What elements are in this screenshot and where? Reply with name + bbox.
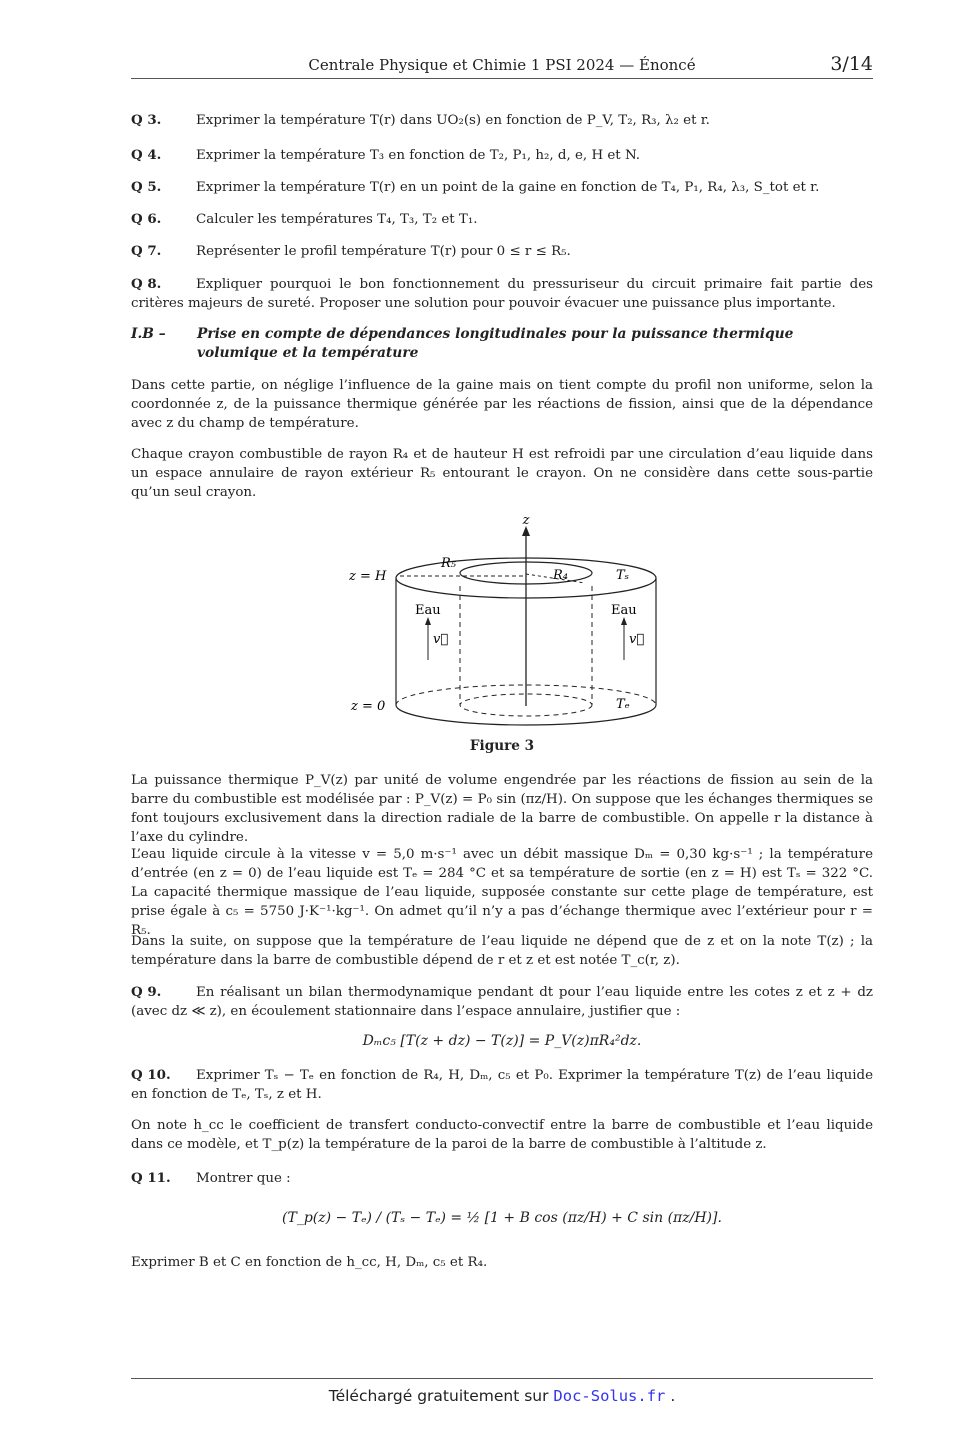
section-heading xyxy=(131,325,873,363)
label-ts: Tₛ xyxy=(616,568,630,583)
equation-energy-balance: Dₘc₅ [T(z + dz) − T(z)] = P_V(z)πR₄²dz. xyxy=(362,1033,642,1049)
question-number: Q 3. xyxy=(131,112,162,128)
question-number: Q 5. xyxy=(131,179,162,195)
paragraph: Chaque crayon combustible de rayon R₄ et de hauteur H est refroidi par une circulation d’eau liquide dans un espace annulaire de rayon extérieur R₅ entourant le crayon. On ne considère dans cette sous-partie qu’un seul crayon. xyxy=(131,447,873,500)
label-eau-right: Eau xyxy=(611,603,637,618)
footer-suffix: . xyxy=(665,1387,676,1405)
page-footer xyxy=(131,1387,873,1405)
label-v-left: v⃗ xyxy=(433,632,449,647)
question-text: Représenter le profil température T(r) pour 0 ≤ r ≤ R₅. xyxy=(196,244,571,259)
label-r4: R₄ xyxy=(553,568,568,583)
label-z-bottom: z = 0 xyxy=(351,699,386,714)
question-text: En réalisant un bilan thermodynamique pendant dt pour l’eau liquide entre les cotes z et z + dz (avec dz ≪ z), en écoulement stationnaire dans l’espace annulaire, justifier que : xyxy=(131,985,873,1019)
paragraph: Exprimer B et C en fonction de h_cc, H, Dₘ, c₅ et R₄. xyxy=(131,1255,488,1270)
question-6 xyxy=(131,210,873,229)
paragraph: Dans cette partie, on néglige l’influence de la gaine mais on tient compte du profil non uniforme, selon la coordonnée z, de la puissance thermique générée par les réactions de fission, ainsi que de la dépendance avec z du champ de température. xyxy=(131,378,873,431)
question-11 xyxy=(131,1169,873,1188)
page-number: 3/14 xyxy=(830,53,873,75)
label-z-top: z = H xyxy=(349,569,387,584)
question-number: Q 7. xyxy=(131,243,162,259)
question-number: Q 8. xyxy=(131,276,162,292)
z-axis-label: z xyxy=(522,513,530,528)
question-3 xyxy=(131,111,873,130)
question-10 xyxy=(131,1066,873,1104)
section-title: Prise en compte de dépendances longitudinales pour la puissance thermique volumique et la température xyxy=(197,326,794,361)
paragraph: On note h_cc le coefficient de transfert conducto-convectif entre la barre de combustible et l’eau liquide dans ce modèle, et T_p(z) la température de la paroi de la barre de combustible à l’altitude z. xyxy=(131,1118,873,1152)
question-text: Exprimer Tₛ − Tₑ en fonction de R₄, H, Dₘ, c₅ et P₀. Exprimer la température T(z) de l’eau liquide en fonction de Tₑ, Tₛ, z et H. xyxy=(131,1068,873,1102)
label-r5: R₅ xyxy=(441,556,456,571)
footer-divider xyxy=(131,1378,873,1379)
footer-text: Téléchargé gratuitement sur xyxy=(328,1387,554,1405)
question-text: Exprimer la température T(r) dans UO₂(s) en fonction de P_V, T₂, R₃, λ₂ et r. xyxy=(196,113,710,128)
question-number: Q 9. xyxy=(131,984,162,1000)
paragraph: L’eau liquide circule à la vitesse v = 5,0 m·s⁻¹ avec un débit massique Dₘ = 0,30 kg·s⁻¹ ; la température d’entrée (en z = 0) de l’eau liquide est Tₑ = 284 °C et sa température de sortie (en z = H) est Tₛ = 322 °C. La capacité thermique massique de l’eau liquide, supposée constante sur cette plage de température, est prise égale à c₅ = 5750 J·K⁻¹·kg⁻¹. On admet qu’il n’y a pas d’échange thermique avec l’extérieur pour r = R₅. xyxy=(131,847,873,938)
question-text: Expliquer pourquoi le bon fonctionnement du pressuriseur du circuit primaire fait partie des critères majeurs de sureté. Proposer une solution pour pouvoir évacuer une puissance plus importante. xyxy=(131,277,873,311)
question-5 xyxy=(131,178,873,197)
question-4 xyxy=(131,146,873,165)
label-v-right: v⃗ xyxy=(629,632,645,647)
question-text: Calculer les températures T₄, T₃, T₂ et T₁. xyxy=(196,212,478,227)
question-number: Q 4. xyxy=(131,147,162,163)
page-header xyxy=(131,54,873,79)
question-number: Q 11. xyxy=(131,1170,171,1186)
equation-wall-temperature: (T_p(z) − Tₑ) / (Tₛ − Tₑ) = ½ [1 + B cos (πz/H) + C sin (πz/H)]. xyxy=(282,1210,722,1226)
velocity-arrowhead-right xyxy=(621,617,627,625)
paragraph: Dans la suite, on suppose que la température de l’eau liquide ne dépend que de z et on la note T(z) ; la température dans la barre de combustible dépend de r et z et est notée T_c(r, z). xyxy=(131,934,873,968)
question-number: Q 10. xyxy=(131,1067,171,1083)
velocity-arrowhead-left xyxy=(425,617,431,625)
section-number: I.B – xyxy=(131,326,166,342)
question-number: Q 6. xyxy=(131,211,162,227)
question-text: Montrer que : xyxy=(196,1171,291,1186)
label-eau-left: Eau xyxy=(415,603,441,618)
header-title: Centrale Physique et Chimie 1 PSI 2024 — Énoncé xyxy=(308,56,696,74)
paragraph: La puissance thermique P_V(z) par unité de volume engendrée par les réactions de fission au sein de la barre du combustible est modélisée par : P_V(z) = P₀ sin (πz/H). On suppose que les échanges thermiques se font toujours exclusivement dans la direction radiale de la barre de combustible. On appelle r la distance à l’axe du cylindre. xyxy=(131,773,873,845)
label-te: Tₑ xyxy=(616,697,630,712)
figure-caption: Figure 3 xyxy=(469,738,535,754)
question-8 xyxy=(131,275,873,313)
question-text: Exprimer la température T₃ en fonction de T₂, P₁, h₂, d, e, H et N. xyxy=(196,148,641,163)
question-text: Exprimer la température T(r) en un point de la gaine en fonction de T₄, P₁, R₄, λ₃, S_tot et r. xyxy=(196,180,820,195)
question-9 xyxy=(131,983,873,1021)
figure-cylinder-diagram xyxy=(340,510,670,735)
question-7 xyxy=(131,242,873,261)
footer-link[interactable]: Doc-Solus.fr xyxy=(553,1387,666,1405)
